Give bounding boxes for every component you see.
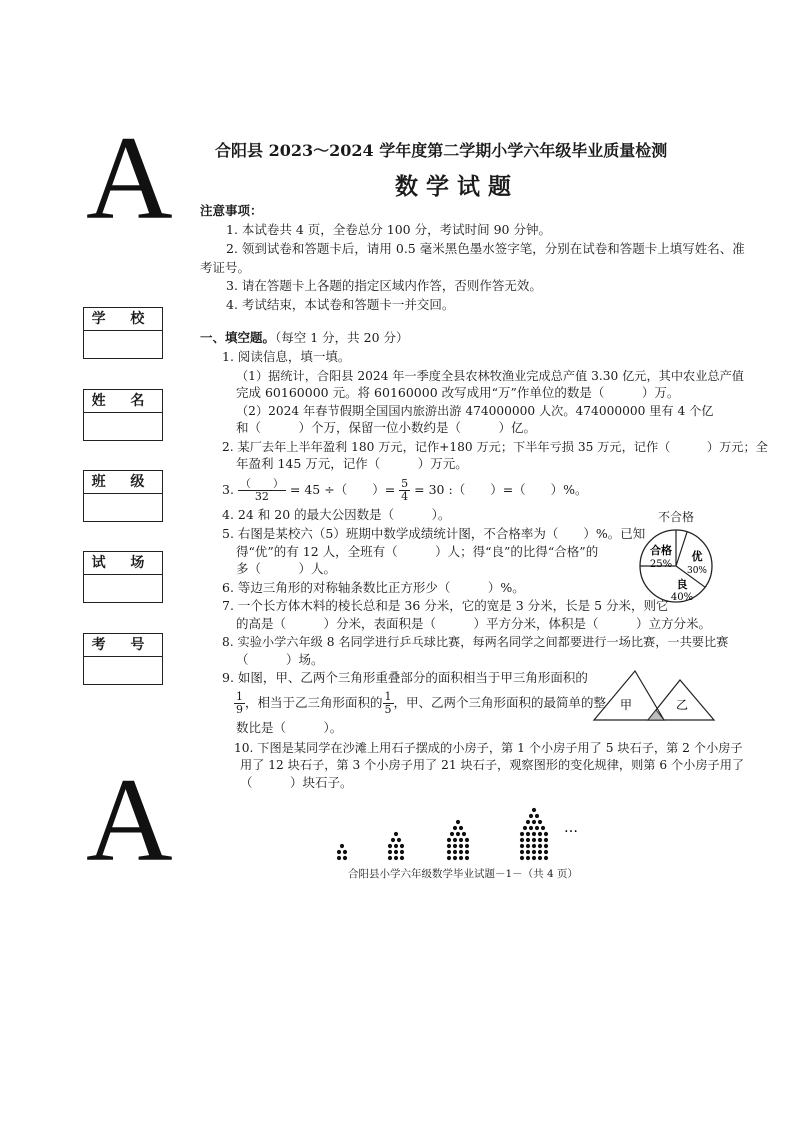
stone-dot xyxy=(526,856,530,860)
q10-line2: 用了 12 块石子，第 3 个小房子用了 21 块石子，观察图形的变化规律，则第 6 个小房子用了 xyxy=(240,758,745,772)
stone-dot xyxy=(532,850,536,854)
stone-dot xyxy=(394,844,398,848)
q10-line3: （ ）块石子。 xyxy=(240,775,353,790)
notice-item-3: 3. 请在答题卡上各题的指定区域内作答，否则作答无效。 xyxy=(226,278,542,293)
stone-dot xyxy=(520,838,524,842)
notice-item-2: 2. 领到试卷和答题卡后，请用 0.5 毫米黑色墨水签字笔，分别在试卷和答题卡上填写姓名、准 xyxy=(226,241,745,256)
field-exam-number xyxy=(83,633,163,685)
stone-dot xyxy=(526,820,530,824)
q9-tail: ，甲、乙两个三角形面积的最简单的整 xyxy=(393,695,607,710)
field-exam-number-label: 考 号 xyxy=(84,634,162,657)
q3-mid: = 45 ÷（ ）= xyxy=(289,482,396,497)
stone-dot xyxy=(465,856,469,860)
section1-note: （每空 1 分，共 20 分） xyxy=(275,330,409,345)
stone-dot xyxy=(465,844,469,848)
stone-dot xyxy=(465,850,469,854)
stone-dot xyxy=(394,856,398,860)
stone-dot xyxy=(526,832,530,836)
q5-line1: 5. 右图是某校六（5）班期中数学成绩统计图，不合格率为（ ）%。已知 xyxy=(222,526,646,541)
field-class xyxy=(83,470,163,522)
q4-line: 4. 24 和 20 的最大公因数是（ ）。 xyxy=(222,507,451,522)
section1-heading: 一、填空题。 xyxy=(200,330,276,345)
stone-dot xyxy=(538,820,542,824)
stone-dot xyxy=(544,856,548,860)
stone-dot xyxy=(544,844,548,848)
stone-dot xyxy=(520,850,524,854)
q9-frac2-den: 5 xyxy=(384,703,392,716)
q3-tail: = 30 :（ ）=（ ）%。 xyxy=(414,482,588,497)
q1-stem: 1. 阅读信息，填一填。 xyxy=(222,349,351,364)
stone-dot xyxy=(447,844,451,848)
stone-dot xyxy=(459,838,463,842)
stone-dot xyxy=(532,856,536,860)
stone-dot xyxy=(529,826,533,830)
stone-dot xyxy=(532,832,536,836)
q8-line1: 8. 实验小学六年级 8 名同学进行乒乓球比赛，每两名同学之间都要进行一场比赛，一共要比赛 xyxy=(222,635,729,649)
field-name-input[interactable] xyxy=(84,413,162,440)
pie-label-hege: 合格 xyxy=(650,544,672,557)
pie-value-you: 30% xyxy=(686,566,708,576)
pie-title: 不合格 xyxy=(658,510,695,524)
stone-dot xyxy=(394,832,398,836)
stone-dot xyxy=(544,832,548,836)
q1-p2-line1: （2）2024 年春节假期全国国内旅游出游 474000000 人次。474000000 里有 4 个亿 xyxy=(236,404,714,418)
stone-dot xyxy=(544,838,548,842)
triangle-yi-label: 乙 xyxy=(675,698,689,712)
stone-dot xyxy=(453,838,457,842)
stone-houses-figure xyxy=(330,782,590,862)
notice-item-2-cont: 考证号。 xyxy=(200,260,251,275)
stone-dot xyxy=(400,844,404,848)
field-school-input[interactable] xyxy=(84,331,162,358)
pie-value-liang: 40% xyxy=(670,592,694,603)
q3-line xyxy=(222,475,588,505)
stone-dot xyxy=(532,820,536,824)
exam-header-title: 合阳县 2023～2024 学年度第二学期小学六年级毕业质量检测 xyxy=(215,141,668,160)
q3-frac1-den: 32 xyxy=(254,490,269,503)
stone-dot xyxy=(391,838,395,842)
stone-dot xyxy=(523,826,527,830)
q5-line2: 得“优”的有 12 人，全班有（ ）人；得“良”的比得“合格”的 xyxy=(236,544,599,559)
q3-fraction-2 xyxy=(399,478,410,503)
stone-dot xyxy=(535,826,539,830)
stone-dot xyxy=(400,856,404,860)
stone-dot xyxy=(459,844,463,848)
q1-p2-line2: 和（ ）个万，保留一位小数约是（ ）亿。 xyxy=(236,420,537,435)
stone-dot xyxy=(459,850,463,854)
q7-line1: 7. 一个长方体木料的棱长总和是 36 分米，它的宽是 3 分米，长是 5 分米，则它 xyxy=(222,598,669,613)
stone-dot xyxy=(520,856,524,860)
field-exam-room xyxy=(83,551,163,603)
stone-dot xyxy=(343,856,347,860)
q1-p1-line1: （1）据统计，合阳县 2024 年一季度全县农林牧渔业完成总产值 3.30 亿元，其中农业总产值 xyxy=(236,369,744,383)
q3-frac1-num: （ ） xyxy=(239,477,284,490)
stone-dot xyxy=(535,814,539,818)
field-school-label: 学 校 xyxy=(84,308,162,331)
pie-chart xyxy=(636,522,716,610)
q9-fraction-1 xyxy=(234,691,245,716)
stone-dot xyxy=(538,844,542,848)
field-name xyxy=(83,389,163,441)
field-name-label: 姓 名 xyxy=(84,390,162,413)
pie-value-hege: 25% xyxy=(649,559,673,570)
houses-ellipsis: … xyxy=(564,820,578,836)
stone-dot xyxy=(520,832,524,836)
q3-frac2-num: 5 xyxy=(401,477,409,490)
overlapping-triangles-figure xyxy=(592,668,716,724)
stone-dot xyxy=(453,856,457,860)
stone-dot xyxy=(453,850,457,854)
stone-dot xyxy=(538,850,542,854)
stone-dot xyxy=(453,826,457,830)
q2-line2: 年盈利 145 万元，记作（ ）万元。 xyxy=(236,456,468,471)
stone-dot xyxy=(459,856,463,860)
stone-dot xyxy=(541,826,545,830)
q6-line: 6. 等边三角形的对称轴条数比正方形少（ ）%。 xyxy=(222,580,525,595)
stone-dot xyxy=(400,850,404,854)
stone-dot xyxy=(532,808,536,812)
stone-dot xyxy=(526,844,530,848)
pie-label-you: 优 xyxy=(691,550,703,563)
stone-dot xyxy=(456,832,460,836)
stone-dot xyxy=(532,838,536,842)
triangle-jia-label: 甲 xyxy=(619,698,633,712)
stone-dot xyxy=(388,850,392,854)
corner-letter-bottom: A xyxy=(86,753,173,886)
q9-fraction-2 xyxy=(383,691,394,716)
notice-item-1: 1. 本试卷共 4 页，全卷总分 100 分，考试时间 90 分钟。 xyxy=(226,222,551,237)
q9-mid: ，相当于乙三角形面积的 xyxy=(245,695,383,710)
stone-dot xyxy=(447,856,451,860)
stone-dot xyxy=(538,832,542,836)
stone-dot xyxy=(465,838,469,842)
stone-dot xyxy=(343,850,347,854)
stone-dot xyxy=(450,832,454,836)
stone-dot xyxy=(532,844,536,848)
q8-line2: （ ）场。 xyxy=(236,652,324,667)
stone-dot xyxy=(340,844,344,848)
notice-heading: 注意事项： xyxy=(200,203,263,218)
stone-dot xyxy=(538,856,542,860)
stone-dot xyxy=(447,838,451,842)
q2-line1: 2. 某厂去年上半年盈利 180 万元，记作+180 万元；下半年亏损 35 万元，记作（ ）万元；全 xyxy=(222,440,768,454)
page-footer: 合阳县小学六年级数学毕业试题－1－（共 4 页） xyxy=(348,868,579,880)
stone-dot xyxy=(456,820,460,824)
q9-frac1-den: 9 xyxy=(236,703,243,716)
q9-line2 xyxy=(234,688,606,718)
field-exam-room-label: 试 场 xyxy=(84,552,162,575)
q7-line2: 的高是（ ）分米，表面积是（ ）平方分米，体积是（ ）立方分米。 xyxy=(236,616,712,631)
q3-prefix: 3. xyxy=(222,482,234,497)
section1-header xyxy=(200,330,409,346)
stone-dot xyxy=(397,838,401,842)
q3-frac2-den: 4 xyxy=(401,490,409,503)
stone-dot xyxy=(520,844,524,848)
q10-line1: 10. 下图是某同学在沙滩上用石子摆成的小房子，第 1 个小房子用了 5 块石子，第 2 个小房子 xyxy=(234,741,743,755)
stone-dot xyxy=(337,850,341,854)
stone-dot xyxy=(459,826,463,830)
field-exam-room-input[interactable] xyxy=(84,575,162,602)
q9-frac1-num: 1 xyxy=(236,690,243,703)
stone-dot xyxy=(453,844,457,848)
subject-title: 数学试题 xyxy=(395,173,519,200)
stone-dot xyxy=(529,814,533,818)
field-class-input[interactable] xyxy=(84,494,162,521)
stone-dot xyxy=(394,850,398,854)
stone-dot xyxy=(538,838,542,842)
corner-letter-top: A xyxy=(86,111,173,244)
stone-dot xyxy=(388,844,392,848)
stone-dot xyxy=(447,850,451,854)
pie-label-liang: 良 xyxy=(676,578,688,591)
stone-dot xyxy=(526,838,530,842)
q9-line1: 9. 如图，甲、乙两个三角形重叠部分的面积相当于甲三角形面积的 xyxy=(222,670,588,685)
stone-dot xyxy=(544,850,548,854)
stone-dot xyxy=(388,856,392,860)
notice-item-4: 4. 考试结束，本试卷和答题卡一并交回。 xyxy=(226,297,455,312)
stone-dot xyxy=(462,832,466,836)
field-exam-number-input[interactable] xyxy=(84,657,162,684)
q9-line3: 数比是（ ）。 xyxy=(236,720,343,735)
field-school xyxy=(83,307,163,359)
q9-frac2-num: 1 xyxy=(384,690,392,703)
field-class-label: 班 级 xyxy=(84,471,162,494)
q1-p1-line2: 完成 60160000 元。将 60160000 改写成用“万”作单位的数是（ ）万。 xyxy=(236,385,680,400)
stone-dot xyxy=(337,856,341,860)
q5-line3: 多（ ）人。 xyxy=(236,561,337,576)
q3-fraction-1 xyxy=(238,478,286,503)
stone-dot xyxy=(526,850,530,854)
